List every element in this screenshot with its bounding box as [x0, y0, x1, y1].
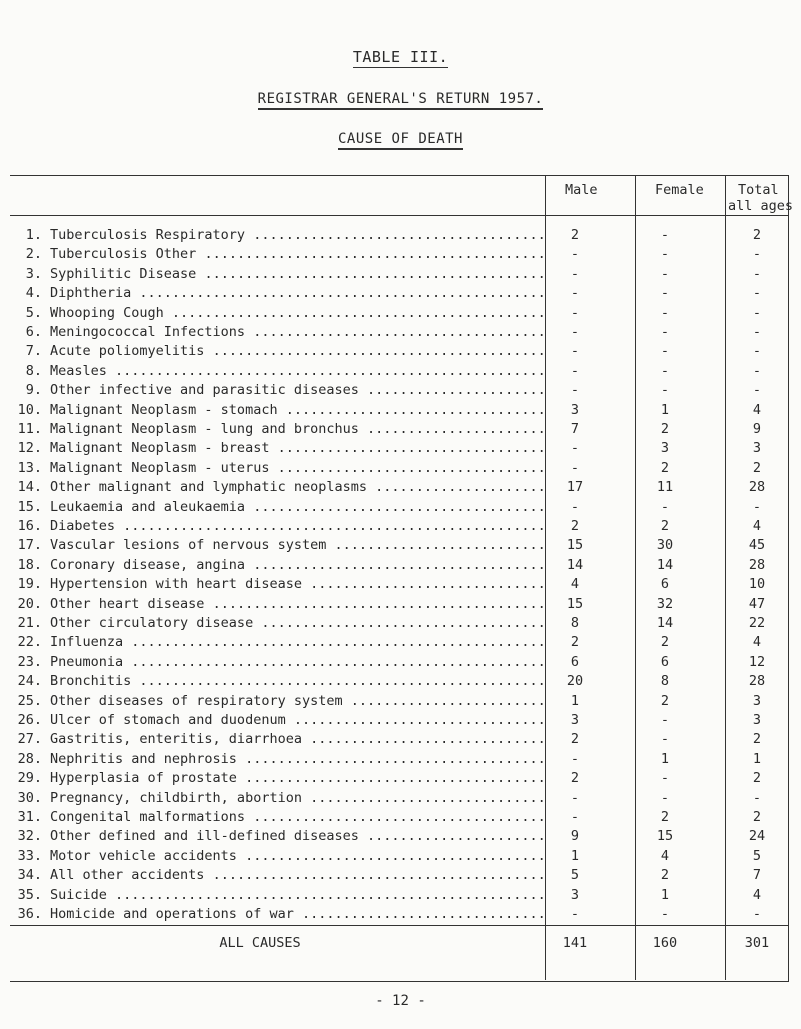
female-count: 32: [656, 595, 674, 612]
cause-label: Whooping Cough .....: [50, 303, 545, 323]
total-count: 1: [752, 750, 762, 767]
male-count: 1: [570, 847, 580, 864]
female-count: -: [660, 227, 670, 243]
female-count: -: [660, 362, 670, 379]
male-count: 7: [570, 421, 580, 437]
row-number: 18.: [17, 556, 42, 573]
total-count: 3: [752, 712, 762, 728]
male-count: 3: [570, 401, 580, 418]
cause-label: Tuberculosis Respiratory .....: [50, 225, 545, 245]
female-count: -: [660, 498, 670, 515]
row-number: 28.: [17, 750, 42, 767]
table-row: [0, 225, 801, 245]
total-count: 2: [752, 809, 762, 825]
male-count: -: [570, 809, 580, 825]
table-row: [0, 400, 801, 420]
row-number: 32.: [17, 828, 42, 845]
total-count: -: [752, 324, 762, 340]
female-count: 30: [656, 537, 674, 554]
table-row: [0, 807, 801, 827]
cause-label: Other malignant and lymphatic neoplasms .....: [50, 477, 545, 497]
row-number: 27.: [17, 731, 42, 748]
table-row: [0, 652, 801, 672]
row-number: 33.: [17, 847, 42, 864]
table-row: [0, 283, 801, 303]
male-count: 9: [570, 828, 580, 845]
female-count: 6: [660, 576, 670, 593]
table-row: [0, 613, 801, 633]
total-count: 28: [748, 479, 766, 496]
table-row: [0, 691, 801, 711]
female-count: 2: [660, 692, 670, 709]
row-number: 10.: [17, 401, 42, 418]
cause-label: Pneumonia .....: [50, 652, 545, 672]
table-row: [0, 904, 801, 924]
total-count: 4: [752, 518, 762, 534]
cause-label: Other circulatory disease .....: [50, 613, 545, 633]
row-number: 31.: [17, 809, 42, 825]
total-count: 9: [752, 421, 762, 437]
table-row: [0, 768, 801, 788]
male-count: -: [570, 265, 580, 282]
cause-label: Bronchitis .....: [50, 671, 545, 691]
table-row: [0, 438, 801, 458]
cause-label: Motor vehicle accidents .....: [50, 846, 545, 866]
cause-label: Diphtheria .....: [50, 283, 545, 303]
total-count: 4: [752, 634, 762, 651]
row-number: 16.: [17, 518, 42, 534]
female-count: -: [660, 382, 670, 399]
cause-label: Other infective and parasitic diseases .....: [50, 380, 545, 400]
cause-label: Influenza .....: [50, 632, 545, 652]
cause-label: Other heart disease .....: [50, 594, 545, 614]
row-number: 13.: [17, 459, 42, 476]
cause-label: Diabetes .....: [50, 516, 545, 536]
cause-label: Acute poliomyelitis .....: [50, 341, 545, 361]
cause-label: Malignant Neoplasm - uterus .....: [50, 458, 545, 478]
cause-label: Hyperplasia of prostate .....: [50, 768, 545, 788]
female-count: -: [660, 789, 670, 806]
cause-label: Vascular lesions of nervous system .....: [50, 535, 545, 555]
row-number: 15.: [17, 498, 42, 515]
table-row: [0, 477, 801, 497]
cause-label: Other diseases of respiratory system .....: [50, 691, 545, 711]
female-count: -: [660, 731, 670, 748]
male-count: 4: [570, 576, 580, 593]
total-count: 7: [752, 867, 762, 884]
total-count: 3: [752, 440, 762, 457]
total-count: 22: [748, 615, 766, 631]
male-count: -: [570, 459, 580, 476]
row-number: 3.: [25, 265, 42, 282]
row-number: 20.: [17, 595, 42, 612]
female-count: 2: [660, 518, 670, 534]
male-count: -: [570, 362, 580, 379]
total-count: 2: [752, 459, 762, 476]
total-count: -: [752, 304, 762, 321]
table-row: [0, 846, 801, 866]
female-count: 11: [656, 479, 674, 496]
table-row: [0, 516, 801, 536]
male-count: -: [570, 343, 580, 360]
total-count: 2: [752, 227, 762, 243]
cause-label: Nephritis and nephrosis .....: [50, 749, 545, 769]
total-count: -: [752, 382, 762, 399]
table-row: [0, 729, 801, 749]
cause-label: Other defined and ill-defined diseases .....: [50, 826, 545, 846]
male-count: 2: [570, 227, 580, 243]
row-number: 24.: [17, 673, 42, 690]
table-row: [0, 341, 801, 361]
row-number: 4.: [25, 285, 42, 302]
table-row: [0, 458, 801, 478]
female-count: 1: [660, 750, 670, 767]
female-count: 2: [660, 634, 670, 651]
table-row: [0, 380, 801, 400]
all-causes-total: 301: [744, 935, 770, 951]
female-count: -: [660, 246, 670, 263]
female-count: -: [660, 265, 670, 282]
male-count: -: [570, 382, 580, 399]
total-count: -: [752, 789, 762, 806]
row-number: 29.: [17, 770, 42, 787]
female-count: 2: [660, 421, 670, 437]
table-row: [0, 497, 801, 517]
total-count: -: [752, 362, 762, 379]
header-rule: [10, 215, 789, 216]
table-row: [0, 322, 801, 342]
row-number: 7.: [25, 343, 42, 360]
male-count: 2: [570, 518, 580, 534]
male-count: 2: [570, 731, 580, 748]
cause-label: Suicide .....: [50, 885, 545, 905]
all-causes-label: ALL CAUSES: [219, 935, 301, 951]
female-count: 1: [660, 886, 670, 903]
cause-label: Congenital malformations .....: [50, 807, 545, 827]
row-number: 34.: [17, 867, 42, 884]
female-count: 2: [660, 459, 670, 476]
male-count: 2: [570, 770, 580, 787]
table-row: [0, 885, 801, 905]
male-count: -: [570, 324, 580, 340]
total-count: -: [752, 343, 762, 360]
female-count: 1: [660, 401, 670, 418]
male-count: -: [570, 246, 580, 263]
cause-label: Malignant Neoplasm - lung and bronchus .....: [50, 419, 545, 439]
male-count: -: [570, 440, 580, 457]
column-header-total-sub: all ages: [728, 198, 794, 214]
total-count: -: [752, 906, 762, 922]
table-row: [0, 303, 801, 323]
male-count: 6: [570, 653, 580, 670]
male-count: 15: [566, 595, 584, 612]
table-row: [0, 788, 801, 808]
row-number: 6.: [25, 324, 42, 340]
page-number: - 12 -: [375, 993, 426, 1009]
female-count: -: [660, 285, 670, 302]
all-causes-female: 160: [652, 935, 678, 951]
total-count: 4: [752, 401, 762, 418]
table-row: [0, 574, 801, 594]
cause-label: Meningococcal Infections .....: [50, 322, 545, 342]
cause-label: All other accidents .....: [50, 865, 545, 885]
male-count: 8: [570, 615, 580, 631]
total-count: 12: [748, 653, 766, 670]
male-count: 20: [566, 673, 584, 690]
row-number: 14.: [17, 479, 42, 496]
female-count: 2: [660, 809, 670, 825]
male-count: 3: [570, 886, 580, 903]
totals-rule: [10, 925, 789, 926]
row-number: 30.: [17, 789, 42, 806]
female-count: -: [660, 343, 670, 360]
male-count: -: [570, 906, 580, 922]
male-count: 17: [566, 479, 584, 496]
row-number: 36.: [17, 906, 42, 922]
female-count: -: [660, 304, 670, 321]
column-header-male: Male: [565, 182, 598, 198]
total-count: -: [752, 246, 762, 263]
section-heading: CAUSE OF DEATH: [0, 131, 801, 150]
row-number: 23.: [17, 653, 42, 670]
table-row: [0, 632, 801, 652]
female-count: 4: [660, 847, 670, 864]
male-count: 3: [570, 712, 580, 728]
row-number: 22.: [17, 634, 42, 651]
cause-label: Tuberculosis Other .....: [50, 244, 545, 264]
male-count: -: [570, 304, 580, 321]
cause-label: Ulcer of stomach and duodenum .....: [50, 710, 545, 730]
cause-label: Measles .....: [50, 361, 545, 381]
row-number: 35.: [17, 886, 42, 903]
male-count: 1: [570, 692, 580, 709]
column-header-total: Total: [738, 182, 779, 198]
row-number: 12.: [17, 440, 42, 457]
cause-label: Malignant Neoplasm - stomach .....: [50, 400, 545, 420]
table-row: [0, 244, 801, 264]
table-row: [0, 361, 801, 381]
total-count: -: [752, 498, 762, 515]
male-count: -: [570, 789, 580, 806]
male-count: 14: [566, 556, 584, 573]
male-count: 15: [566, 537, 584, 554]
row-number: 19.: [17, 576, 42, 593]
total-count: 28: [748, 556, 766, 573]
table-row: [0, 535, 801, 555]
report-subtitle: REGISTRAR GENERAL'S RETURN 1957.: [0, 91, 801, 110]
female-count: -: [660, 770, 670, 787]
cause-label: Leukaemia and aleukaemia .....: [50, 497, 545, 517]
female-count: 2: [660, 867, 670, 884]
row-number: 8.: [25, 362, 42, 379]
female-count: -: [660, 712, 670, 728]
total-count: 28: [748, 673, 766, 690]
row-number: 11.: [17, 421, 42, 437]
row-number: 9.: [25, 382, 42, 399]
column-header-female: Female: [655, 182, 704, 198]
total-count: -: [752, 285, 762, 302]
male-count: -: [570, 285, 580, 302]
male-count: -: [570, 750, 580, 767]
row-number: 17.: [17, 537, 42, 554]
row-number: 5.: [25, 304, 42, 321]
female-count: 3: [660, 440, 670, 457]
table-title: TABLE III.: [352, 48, 449, 66]
female-count: 14: [656, 615, 674, 631]
row-number: 2.: [25, 246, 42, 263]
cause-label: Coronary disease, angina .....: [50, 555, 545, 575]
male-count: 5: [570, 867, 580, 884]
table-row: [0, 555, 801, 575]
table-row: [0, 826, 801, 846]
female-count: 15: [656, 828, 674, 845]
total-count: 2: [752, 731, 762, 748]
male-count: 2: [570, 634, 580, 651]
table-row: [0, 865, 801, 885]
cause-label: Homicide and operations of war .....: [50, 904, 545, 924]
table-row: [0, 419, 801, 439]
total-count: -: [752, 265, 762, 282]
table-row: [0, 749, 801, 769]
total-count: 3: [752, 692, 762, 709]
female-count: 8: [660, 673, 670, 690]
table-row: [0, 264, 801, 284]
male-count: -: [570, 498, 580, 515]
cause-label: Hypertension with heart disease .....: [50, 574, 545, 594]
table-row: [0, 671, 801, 691]
row-number: 25.: [17, 692, 42, 709]
cause-label: Pregnancy, childbirth, abortion .....: [50, 788, 545, 808]
row-number: 26.: [17, 712, 42, 728]
female-count: -: [660, 906, 670, 922]
total-count: 47: [748, 595, 766, 612]
all-causes-male: 141: [562, 935, 588, 951]
total-count: 45: [748, 537, 766, 554]
total-count: 24: [748, 828, 766, 845]
female-count: 14: [656, 556, 674, 573]
total-count: 5: [752, 847, 762, 864]
cause-label: Malignant Neoplasm - breast .....: [50, 438, 545, 458]
total-count: 2: [752, 770, 762, 787]
row-number: 1.: [25, 227, 42, 243]
cause-label: Gastritis, enteritis, diarrhoea .....: [50, 729, 545, 749]
table-row: [0, 710, 801, 730]
row-number: 21.: [17, 615, 42, 631]
cause-label: Syphilitic Disease .....: [50, 264, 545, 284]
female-count: 6: [660, 653, 670, 670]
table-row: [0, 594, 801, 614]
female-count: -: [660, 324, 670, 340]
total-count: 10: [748, 576, 766, 593]
total-count: 4: [752, 886, 762, 903]
